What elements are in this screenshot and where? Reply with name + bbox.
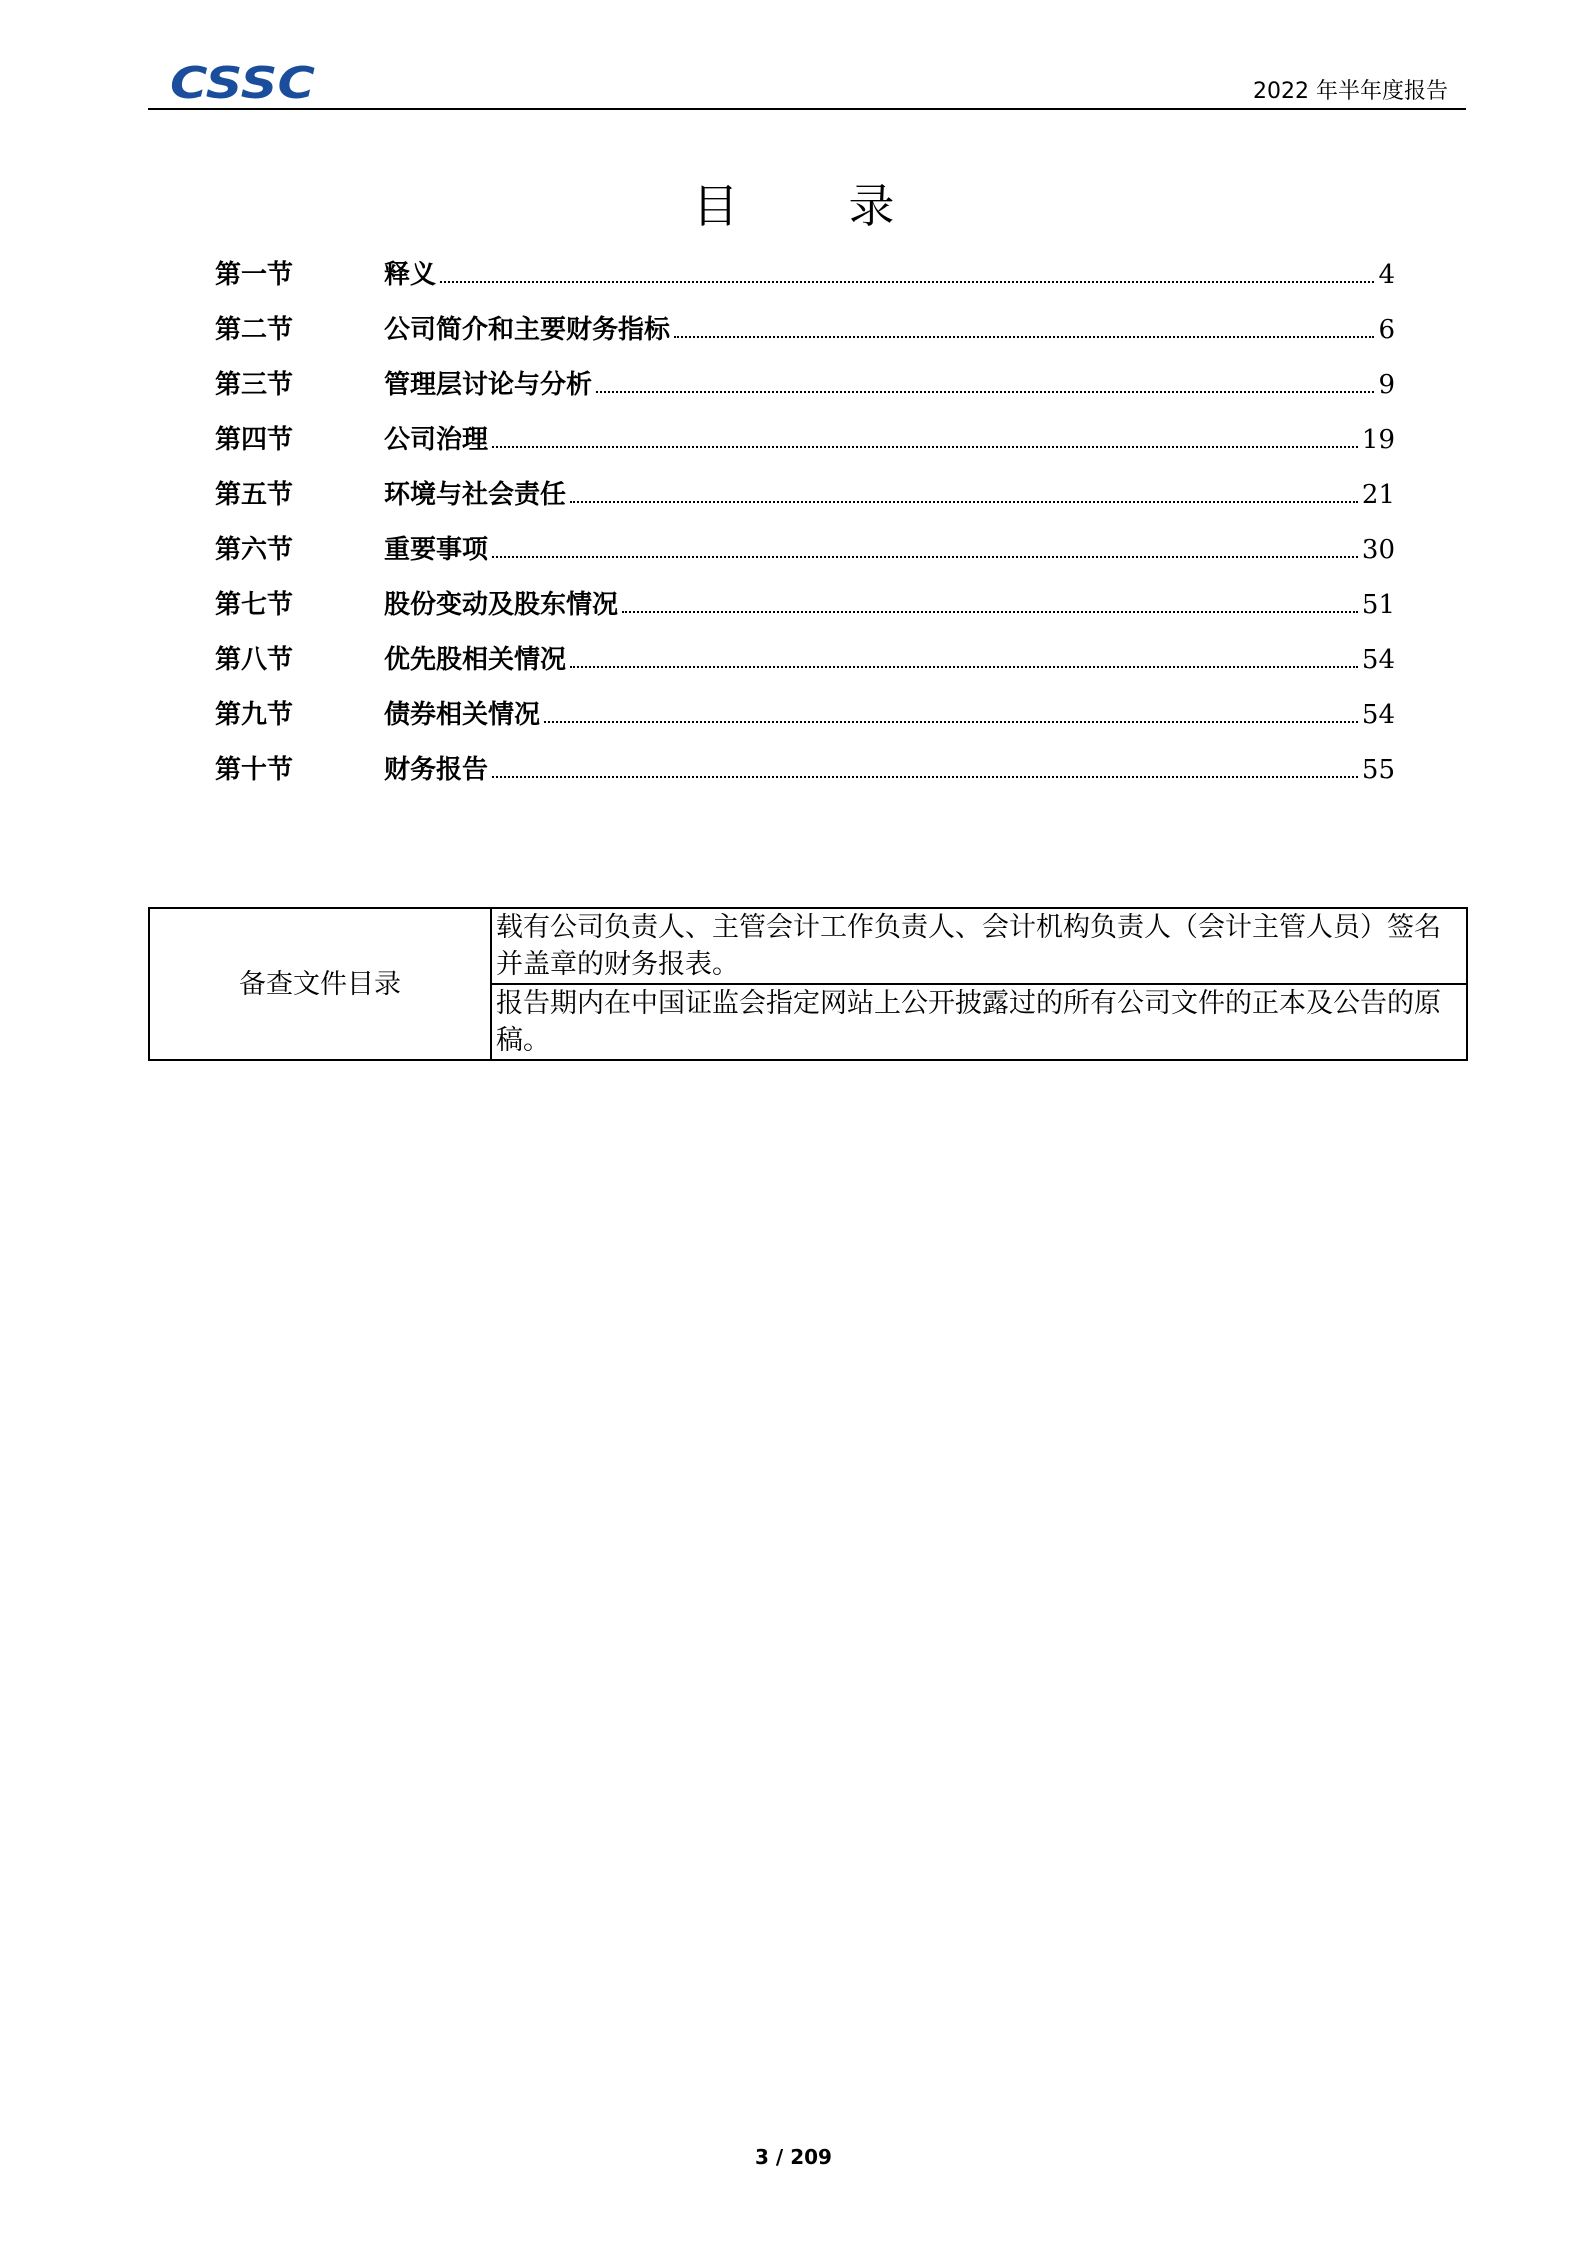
svg-text:CSSC: CSSC (170, 60, 315, 104)
toc-section-label: 第五节 (215, 480, 294, 510)
reference-document-item: 载有公司负责人、主管会计工作负责人、会计机构负责人（会计主管人员）签名并盖章的财务报表。 (491, 908, 1467, 984)
toc-entry-name: 重要事项 (384, 535, 489, 565)
toc-page-number: 6 (1378, 315, 1395, 345)
toc-section-label: 第一节 (215, 260, 294, 290)
toc-page-number: 30 (1361, 535, 1395, 565)
reference-documents-table (148, 907, 1468, 1061)
toc-page-number: 9 (1378, 370, 1395, 400)
toc-section-label: 第八节 (215, 645, 294, 675)
toc-entry[interactable] (215, 580, 1395, 635)
toc-entry-name: 优先股相关情况 (384, 645, 567, 675)
toc-section-label: 第二节 (215, 315, 294, 345)
toc-section-label: 第六节 (215, 535, 294, 565)
toc-page-number: 51 (1361, 590, 1395, 620)
toc-title-right: 录 (848, 179, 895, 233)
toc-entry[interactable] (215, 745, 1395, 800)
toc-entry-name: 股份变动及股东情况 (384, 590, 619, 620)
toc-page-number: 54 (1361, 645, 1395, 675)
toc-entry-name: 公司简介和主要财务指标 (384, 315, 671, 345)
cssc-logo (170, 60, 320, 104)
page-number: 3 / 209 (755, 2145, 832, 2169)
toc-title (0, 170, 1587, 236)
toc-page-number: 21 (1361, 480, 1395, 510)
toc-entry[interactable] (215, 415, 1395, 470)
toc-entry[interactable] (215, 635, 1395, 690)
toc-title-left: 目 (692, 179, 739, 233)
toc-page-number: 19 (1361, 425, 1395, 455)
toc-entry[interactable] (215, 250, 1395, 305)
report-title: 2022 年半年度报告 (1253, 79, 1448, 104)
toc-entry[interactable] (215, 470, 1395, 525)
toc-page-number: 4 (1378, 260, 1395, 290)
toc-section-label: 第九节 (215, 700, 294, 730)
toc-entry-name: 释义 (384, 260, 437, 290)
toc-entry[interactable] (215, 305, 1395, 360)
toc-section-label: 第七节 (215, 590, 294, 620)
toc-section-label: 第四节 (215, 425, 294, 455)
table-of-contents (215, 250, 1395, 800)
toc-entry-name: 环境与社会责任 (384, 480, 567, 510)
toc-entry[interactable] (215, 690, 1395, 745)
toc-page-number: 54 (1361, 700, 1395, 730)
reference-documents-heading: 备查文件目录 (149, 908, 491, 1060)
toc-entry-name: 财务报告 (384, 755, 489, 785)
toc-entry-name: 债券相关情况 (384, 700, 541, 730)
toc-section-label: 第十节 (215, 755, 294, 785)
reference-document-item: 报告期内在中国证监会指定网站上公开披露过的所有公司文件的正本及公告的原稿。 (491, 984, 1467, 1060)
page-header (148, 58, 1466, 110)
toc-entry-name: 管理层讨论与分析 (384, 370, 593, 400)
toc-entry[interactable] (215, 525, 1395, 580)
toc-entry-name: 公司治理 (384, 425, 489, 455)
toc-entry[interactable] (215, 360, 1395, 415)
toc-page-number: 55 (1361, 755, 1395, 785)
toc-section-label: 第三节 (215, 370, 294, 400)
